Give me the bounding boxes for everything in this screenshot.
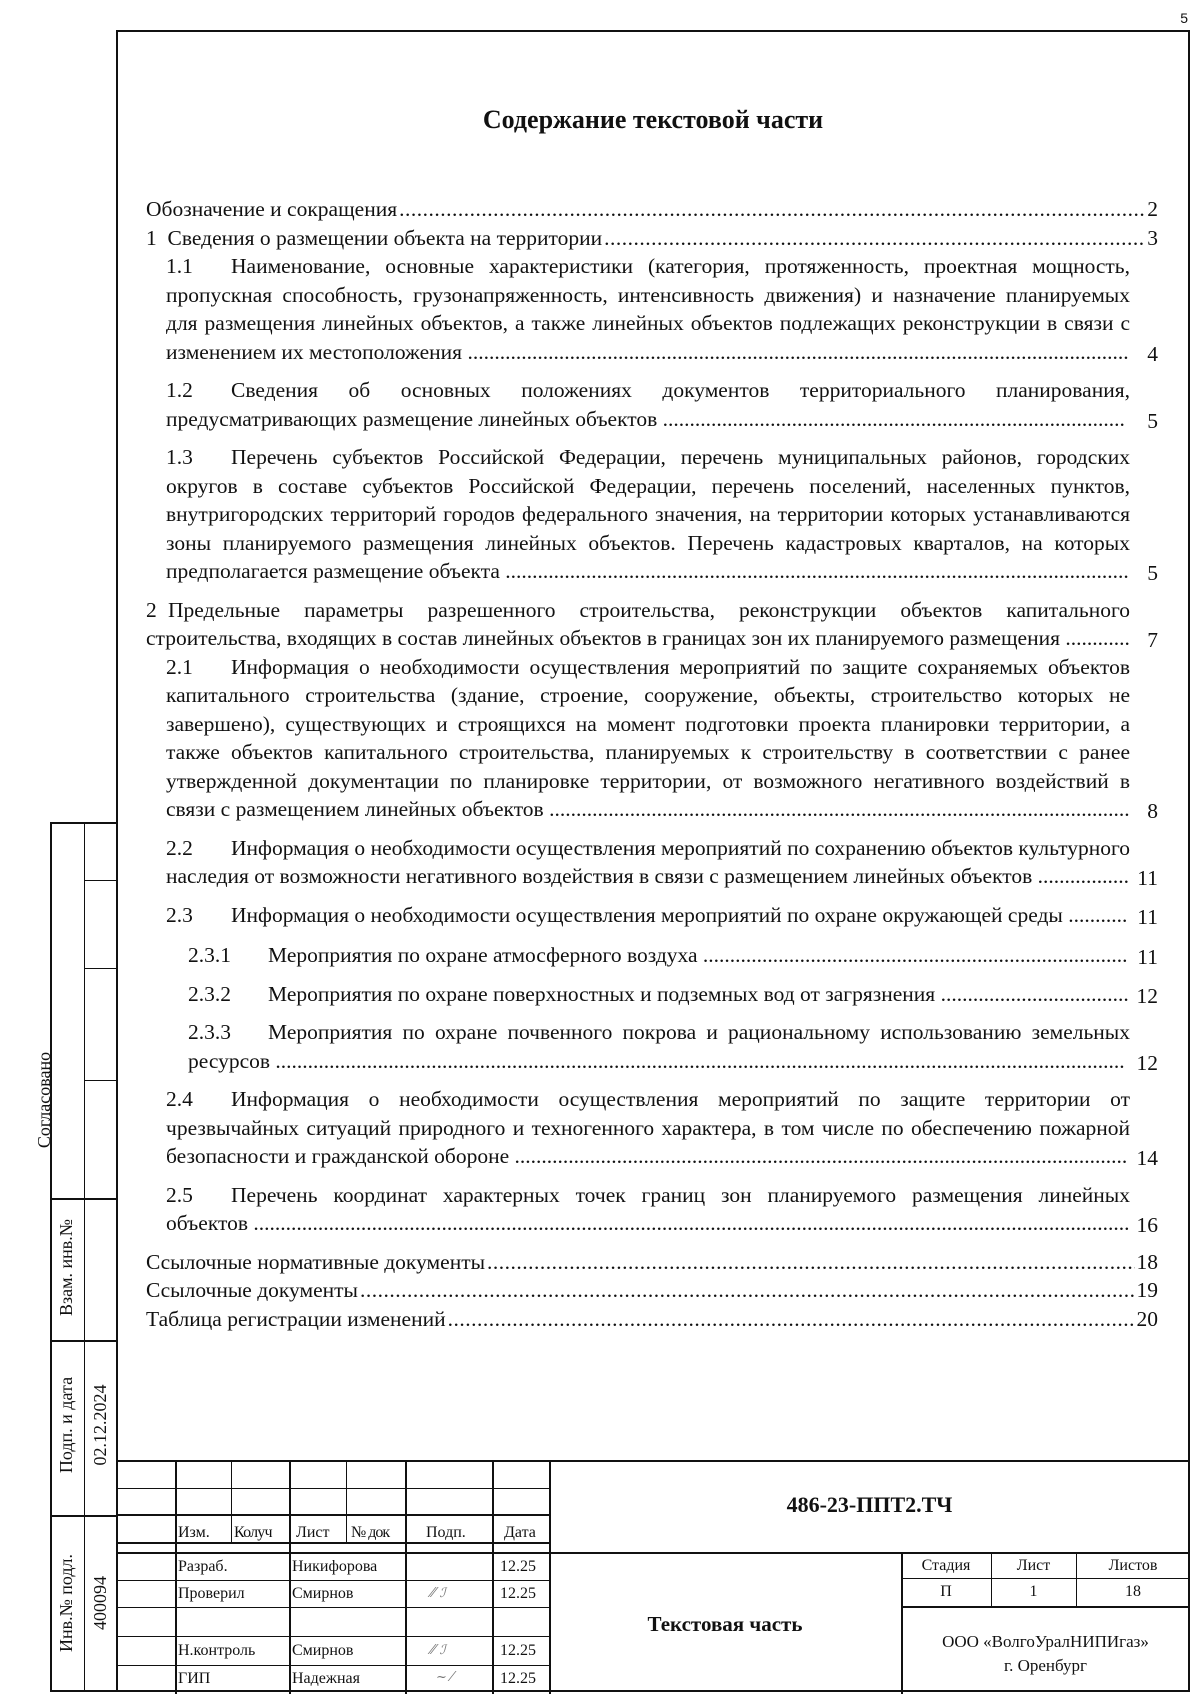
- date-norm-control: 12.25: [500, 1642, 536, 1659]
- toc-leader-dots: ...............................................................................: [697, 943, 1128, 967]
- toc-entry[interactable]: [166, 1085, 1158, 1171]
- toc-entry-text: Информация о необходимости осуществления мероприятий по сохранению объектов культурного наследия от возможности негативного воздействия в связи с размещением линейных объектов: [166, 835, 1130, 888]
- toc-leader-dots: ...........................................................................................................................: [462, 339, 1129, 364]
- stage-label: Стадия: [921, 1557, 971, 1574]
- title-block: [116, 1460, 1190, 1694]
- agreed-label: Согласовано: [34, 1051, 54, 1149]
- toc-entry-text: Сведения об основных положениях документов территориального планирования, предусматривающих размещение линейных объектов: [166, 378, 1130, 431]
- header-data: Дата: [504, 1524, 536, 1541]
- toc-entry-text: Таблица регистрации изменений: [146, 1306, 446, 1331]
- toc-entry-page: 4: [1147, 341, 1158, 366]
- toc-entry-number: 2.4: [166, 1087, 193, 1111]
- toc-leader-dots: ...........: [1062, 902, 1128, 927]
- toc-entry[interactable]: [166, 901, 1158, 930]
- toc-entry[interactable]: [146, 195, 1158, 224]
- sheets-value: 18: [1125, 1583, 1141, 1600]
- page-number: 5: [1180, 10, 1188, 26]
- toc-entry[interactable]: [166, 1181, 1158, 1238]
- toc-entry[interactable]: [146, 224, 1158, 253]
- toc-entry-page: 11: [1137, 945, 1158, 969]
- name-chief-engineer: Надежная: [292, 1670, 360, 1687]
- toc-entry-text: Предельные параметры разрешенного строительства, реконструкции объектов капитального строительства, входящих в состав линейных объектов в границах зон их планируемого размещения: [146, 597, 1130, 650]
- name-checker: Смирнов: [292, 1585, 354, 1602]
- signature-norm-control: ⁄⁄ ℐ: [431, 1643, 446, 1658]
- organization-name: ООО «ВолгоУралНИПИгаз»: [942, 1632, 1149, 1651]
- replace-inv-label: Взам. инв.№: [56, 1219, 76, 1316]
- toc-leader-dots: ...................................: [935, 981, 1129, 1006]
- toc-entry-number: 2: [146, 597, 157, 622]
- toc-entry[interactable]: [146, 1305, 1158, 1334]
- toc-entry-text: Наименование, основные характеристики (категория, протяженность, проектная мощность, пропускная способность, грузонапряженность, интенсивность движения) и назначение планируемых для размещения линейных объектов, а также линейных объектов подлежащих реконструкции в связи с изменением их местоположения: [166, 254, 1130, 364]
- toc-entry-page: 16: [1136, 1213, 1158, 1237]
- header-list: Лист: [296, 1524, 330, 1541]
- toc-entry-text: Ссылочные документы: [146, 1278, 358, 1302]
- toc-entry-number: 1.1: [166, 254, 193, 278]
- toc-leader-dots: ............................................................................................................: [543, 797, 1130, 821]
- role-norm-control: Н.контроль: [178, 1642, 256, 1659]
- toc-entry-text: Обозначение и сокращения: [146, 197, 398, 221]
- toc-entry-text: Информация о необходимости осуществления мероприятий по охране окружающей среды: [231, 902, 1063, 927]
- toc-entry-number: 2.3.2: [188, 981, 231, 1006]
- toc-leader-dots: ..............................................................................................................................................................: [270, 1048, 1125, 1073]
- toc-entry-number: 2.2: [166, 835, 193, 860]
- toc-entry-page: 11: [1137, 904, 1158, 929]
- date-developer: 12.25: [500, 1558, 536, 1575]
- toc-entry-page: 5: [1147, 408, 1158, 433]
- toc-entry-page: 12: [1136, 983, 1158, 1008]
- toc-leader-dots: ..................................................................................................................: [509, 1144, 1128, 1168]
- toc-entry-page: 3: [1147, 225, 1158, 250]
- toc-entry[interactable]: [188, 941, 1158, 970]
- toc-entry-number: 2.3.1: [188, 943, 231, 967]
- orig-inv-value: 400094: [90, 1576, 110, 1630]
- date-checker: 12.25: [500, 1585, 536, 1602]
- signature-chief-engineer: ~ ⁄: [436, 1670, 454, 1685]
- sign-date-value: 02.12.2024: [90, 1384, 110, 1466]
- toc-entry-number: 2.3.3: [188, 1020, 231, 1044]
- toc-entry[interactable]: [166, 834, 1158, 891]
- header-koluch: Колуч: [234, 1524, 272, 1541]
- toc-entry-page: 5: [1147, 561, 1158, 585]
- document-code: 486-23-ППТ2.ТЧ: [786, 1492, 953, 1517]
- toc-entry[interactable]: [166, 376, 1158, 433]
- signature-checker: ⁄⁄ ℐ: [431, 1586, 446, 1601]
- toc-entry-text: Перечень субъектов Российской Федерации, перечень муниципальных районов, городских округов в составе субъектов Российской Федерации, перечень поселений, населенных пунктов, внутригородских территорий городов федерального значения, на территории которых устанавливаются зоны планируемого размещения линейных объектов. Перечень кадастровых кварталов, на которых предполагается размещение объекта: [166, 445, 1130, 583]
- header-izm: Изм.: [178, 1524, 210, 1541]
- toc-entry[interactable]: [146, 596, 1158, 653]
- toc-entry-text: Сведения о размещении объекта на территории: [167, 225, 603, 250]
- sheet-label: Лист: [1016, 1557, 1051, 1574]
- toc-entry-text: Перечень координат характерных точек границ зон планируемого размещения линейных объектов: [166, 1182, 1130, 1235]
- toc-entry[interactable]: [146, 1276, 1158, 1305]
- toc-entry-number: 2.5: [166, 1182, 193, 1207]
- orig-inv-label: Инв.№ подл.: [56, 1553, 76, 1653]
- toc-entry-number: 1: [146, 225, 157, 250]
- toc-entry-page: 19: [1136, 1278, 1158, 1302]
- toc-entry-page: 11: [1137, 866, 1158, 890]
- document-section-title: Текстовая часть: [647, 1612, 803, 1636]
- stage-value: П: [940, 1583, 952, 1600]
- toc-entry[interactable]: [188, 980, 1158, 1009]
- toc-leader-dots: ......................................................................................: [657, 406, 1125, 431]
- sheet-value: 1: [1029, 1583, 1038, 1600]
- toc-leader-dots: ............: [1059, 626, 1130, 650]
- toc-entry-page: 12: [1136, 1050, 1158, 1075]
- sheets-label: Листов: [1108, 1557, 1158, 1574]
- toc-entry-text: Мероприятия по охране атмосферного воздуха: [268, 943, 698, 967]
- toc-entry-page: 20: [1136, 1306, 1158, 1331]
- role-checker: Проверил: [178, 1585, 245, 1602]
- toc-entry-page: 18: [1136, 1249, 1158, 1274]
- role-developer: Разраб.: [178, 1558, 228, 1575]
- toc-entry[interactable]: [146, 1248, 1158, 1277]
- toc-entry-page: 8: [1147, 799, 1158, 823]
- toc-entry-number: 1.3: [166, 445, 193, 469]
- table-of-contents: [146, 195, 1158, 1333]
- toc-entry-text: Мероприятия по охране поверхностных и подземных вод от загрязнения: [268, 981, 936, 1006]
- role-chief-engineer: ГИП: [178, 1670, 211, 1687]
- toc-entry-number: 2.3: [166, 902, 193, 927]
- toc-entry-page: 14: [1136, 1146, 1158, 1170]
- toc-entry-number: 1.2: [166, 378, 193, 402]
- toc-leader-dots: ...................................................................................................................................................................: [248, 1211, 1130, 1235]
- date-chief-engineer: 12.25: [500, 1670, 536, 1687]
- name-developer: Никифорова: [292, 1558, 378, 1575]
- toc-leader-dots: ....................................................................................................................: [499, 559, 1129, 583]
- toc-entry-text: Ссылочные нормативные документы: [146, 1249, 486, 1274]
- toc-entry-page: 2: [1147, 197, 1158, 221]
- header-ndok: № док: [351, 1524, 390, 1541]
- toc-entry-text: Мероприятия по охране почвенного покрова и рациональному использованию земельных ресурсов: [188, 1020, 1130, 1073]
- header-podp: Подп.: [426, 1524, 466, 1541]
- toc-entry-text: Информация о необходимости осуществления мероприятий по защите территории от чрезвычайных ситуаций природного и техногенного характера, в том числе по обеспечению пожарной безопасности и гражданской обороне: [166, 1087, 1130, 1168]
- sign-date-label: Подп. и дата: [56, 1376, 76, 1474]
- toc-entry[interactable]: [166, 252, 1158, 366]
- page-title: Содержание текстовой части: [482, 105, 824, 134]
- toc-entry[interactable]: [166, 653, 1158, 824]
- toc-entry-page: 7: [1147, 628, 1158, 652]
- toc-leader-dots: .................: [1032, 864, 1130, 888]
- toc-entry[interactable]: [188, 1018, 1158, 1075]
- organization-city: г. Оренбург: [1004, 1656, 1087, 1675]
- toc-entry-text: Информация о необходимости осуществления мероприятий по защите сохраняемых объектов капитального строительства (здание, строение, сооружение, объекты, строительство которых не завершено), существующих и строящихся на момент подготовки проекта планировки территории, а также объектов капитального строительства, планируемых к строительству в соответствии с ранее утвержденной документации по планировке территории, от возможного негативного воздействий в связи с размещением линейных объектов: [166, 654, 1130, 821]
- toc-entry-number: 2.1: [166, 654, 193, 679]
- toc-entry[interactable]: [166, 443, 1158, 586]
- name-norm-control: Смирнов: [292, 1642, 354, 1659]
